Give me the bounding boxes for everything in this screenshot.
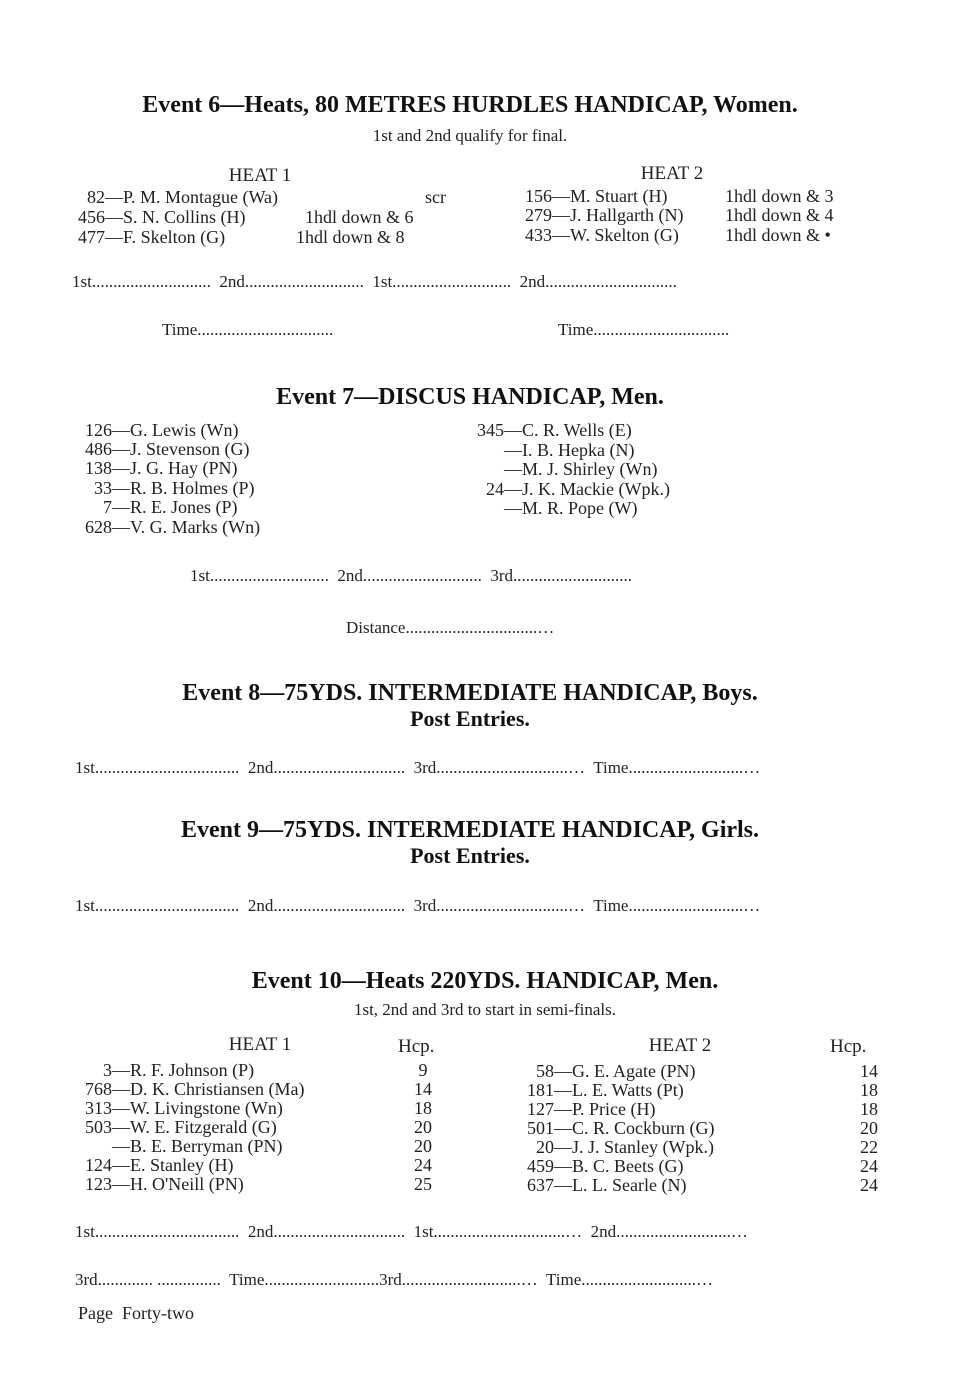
page-footer: Page Forty-two (78, 1303, 194, 1323)
entry-number: 138— (85, 458, 130, 478)
entry-number: 456— (78, 207, 123, 227)
entry-name: J. Hallgarth (N) (570, 205, 684, 225)
entry-name: W. E. Fitzgerald (G) (130, 1117, 277, 1137)
entry-handicap: 20 (414, 1117, 432, 1137)
entry-number: — (112, 1136, 130, 1156)
event6-subtitle: 1st and 2nd qualify for final. (372, 126, 568, 145)
entry-name: W. Skelton (G) (570, 225, 679, 245)
entry-number: 345— (477, 420, 522, 440)
entry-name: G. E. Agate (PN) (572, 1061, 696, 1081)
entry-number: 433— (525, 225, 570, 245)
event10-heat2-hcp-label: Hcp. (830, 1036, 867, 1057)
entry-name: J. Stevenson (G) (130, 439, 250, 459)
entry-number: 279— (525, 205, 570, 225)
entry-name: H. O'Neill (PN) (130, 1174, 244, 1194)
entry-name: M. J. Shirley (Wn) (522, 459, 658, 479)
entry-number: 3— (103, 1060, 130, 1080)
entry-handicap: 1hdl down & 6 (305, 207, 414, 227)
entry-number: — (504, 459, 522, 479)
entry-number: 24— (486, 479, 522, 499)
entry-handicap: scr (425, 187, 446, 207)
entry-handicap: 20 (860, 1118, 878, 1138)
event7-results-line: 1st............................ 2nd............................ 3rd............................ (190, 566, 632, 585)
entry-number: 20— (536, 1137, 572, 1157)
entry-name: B. C. Beets (G) (572, 1156, 684, 1176)
entry-handicap: 24 (860, 1175, 878, 1195)
entry-name: L. L. Searle (N) (572, 1175, 687, 1195)
event6-results-line: 1st............................ 2nd............................ 1st............................ 2nd............................... (72, 272, 677, 291)
event6-time-line-heat1: Time................................ (162, 320, 334, 339)
entry-name: C. R. Wells (E) (522, 420, 632, 440)
entry-number: 156— (525, 186, 570, 206)
entry-number: — (504, 440, 522, 460)
entry-number: 124— (85, 1155, 130, 1175)
event10-results-line-1: 1st.................................. 2nd............................... 1st...............................… 2nd...........................… (75, 1222, 748, 1241)
entry-name: J. G. Hay (PN) (130, 458, 238, 478)
entry-handicap: 20 (414, 1136, 432, 1156)
event8-subtitle: Post Entries. (410, 706, 530, 731)
event7-distance-line: Distance...............................… (346, 618, 555, 637)
entry-handicap: 1hdl down & 3 (725, 186, 834, 206)
entry-name: R. F. Johnson (P) (130, 1060, 255, 1080)
entry-name: S. N. Collins (H) (123, 207, 246, 227)
entry-handicap: 24 (414, 1155, 432, 1175)
entry-name: D. K. Christiansen (Ma) (130, 1079, 305, 1099)
event10-title: Event 10—Heats 220YDS. HANDICAP, Men. (251, 968, 719, 994)
event9-results-line: 1st.................................. 2nd............................... 3rd...............................… Time...........................… (75, 896, 761, 915)
event10-results-line-2: 3rd............. ............... Time...........................3rd............................… Time...........................… (75, 1270, 714, 1289)
entry-handicap: 14 (414, 1079, 432, 1099)
entry-name: J. J. Stanley (Wpk.) (572, 1137, 714, 1157)
event8-title: Event 8—75YDS. INTERMEDIATE HANDICAP, Boys. (182, 680, 758, 706)
event9-title: Event 9—75YDS. INTERMEDIATE HANDICAP, Girls. (180, 817, 760, 843)
entry-name: B. E. Berryman (PN) (130, 1136, 283, 1156)
entry-handicap: 25 (414, 1174, 432, 1194)
entry-number: 7— (103, 497, 130, 517)
entry-handicap: 1hdl down & 8 (296, 227, 405, 247)
entry-name: L. E. Watts (Pt) (572, 1080, 684, 1100)
entry-handicap: 1hdl down & 4 (725, 205, 834, 225)
event6-time-line-heat2: Time................................ (558, 320, 730, 339)
entry-number: 181— (527, 1080, 572, 1100)
event6-title: Event 6—Heats, 80 METRES HURDLES HANDICAP, Women. (142, 92, 798, 118)
entry-handicap: 14 (860, 1061, 878, 1081)
entry-name: F. Skelton (G) (123, 227, 226, 247)
entry-number: 313— (85, 1098, 130, 1118)
event9-subtitle: Post Entries. (410, 843, 530, 868)
entry-name: R. E. Jones (P) (130, 497, 238, 517)
entry-name: V. G. Marks (Wn) (130, 517, 261, 537)
entry-handicap: 22 (860, 1137, 878, 1157)
entry-name: I. B. Hepka (N) (522, 440, 635, 460)
entry-number: 123— (85, 1174, 130, 1194)
entry-number: 126— (85, 420, 130, 440)
entry-number: 768— (85, 1079, 130, 1099)
event10-heat1-hcp-label: Hcp. (398, 1036, 435, 1057)
entry-name: W. Livingstone (Wn) (130, 1098, 283, 1118)
entry-handicap: 18 (414, 1098, 432, 1118)
entry-number: 459— (527, 1156, 572, 1176)
entry-number: 127— (527, 1099, 572, 1119)
event10-heat1-label: HEAT 1 (228, 1034, 292, 1055)
entry-number: 33— (94, 478, 130, 498)
event10-subtitle: 1st, 2nd and 3rd to start in semi-finals. (353, 1000, 617, 1019)
entry-number: 58— (536, 1061, 572, 1081)
entry-name: J. K. Mackie (Wpk.) (522, 479, 670, 499)
entry-name: P. Price (H) (572, 1099, 656, 1119)
event6-heat2-label: HEAT 2 (640, 163, 704, 184)
event6-heat1-label: HEAT 1 (228, 165, 292, 186)
entry-name: C. R. Cockburn (G) (572, 1118, 715, 1138)
entry-handicap: 1hdl down & • (725, 225, 831, 245)
event8-results-line: 1st.................................. 2nd............................... 3rd...............................… Time...........................… (75, 758, 761, 777)
entry-number: 477— (78, 227, 123, 247)
entry-number: 637— (527, 1175, 572, 1195)
entry-number: 503— (85, 1117, 130, 1137)
entry-number: 82— (87, 187, 123, 207)
entry-name: G. Lewis (Wn) (130, 420, 239, 440)
event7-title: Event 7—DISCUS HANDICAP, Men. (276, 384, 664, 410)
event10-heat2-label: HEAT 2 (648, 1035, 712, 1056)
entry-name: M. Stuart (H) (570, 186, 668, 206)
entry-number: 501— (527, 1118, 572, 1138)
entry-name: M. R. Pope (W) (522, 498, 638, 518)
entry-handicap: 9 (418, 1060, 428, 1080)
entry-number: 628— (85, 517, 130, 537)
entry-name: R. B. Holmes (P) (130, 478, 255, 498)
entry-handicap: 24 (860, 1156, 878, 1176)
entry-number: 486— (85, 439, 130, 459)
entry-handicap: 18 (860, 1080, 878, 1100)
entry-number: — (504, 498, 522, 518)
entry-name: E. Stanley (H) (130, 1155, 234, 1175)
entry-handicap: 18 (860, 1099, 878, 1119)
entry-name: P. M. Montague (Wa) (123, 187, 279, 207)
